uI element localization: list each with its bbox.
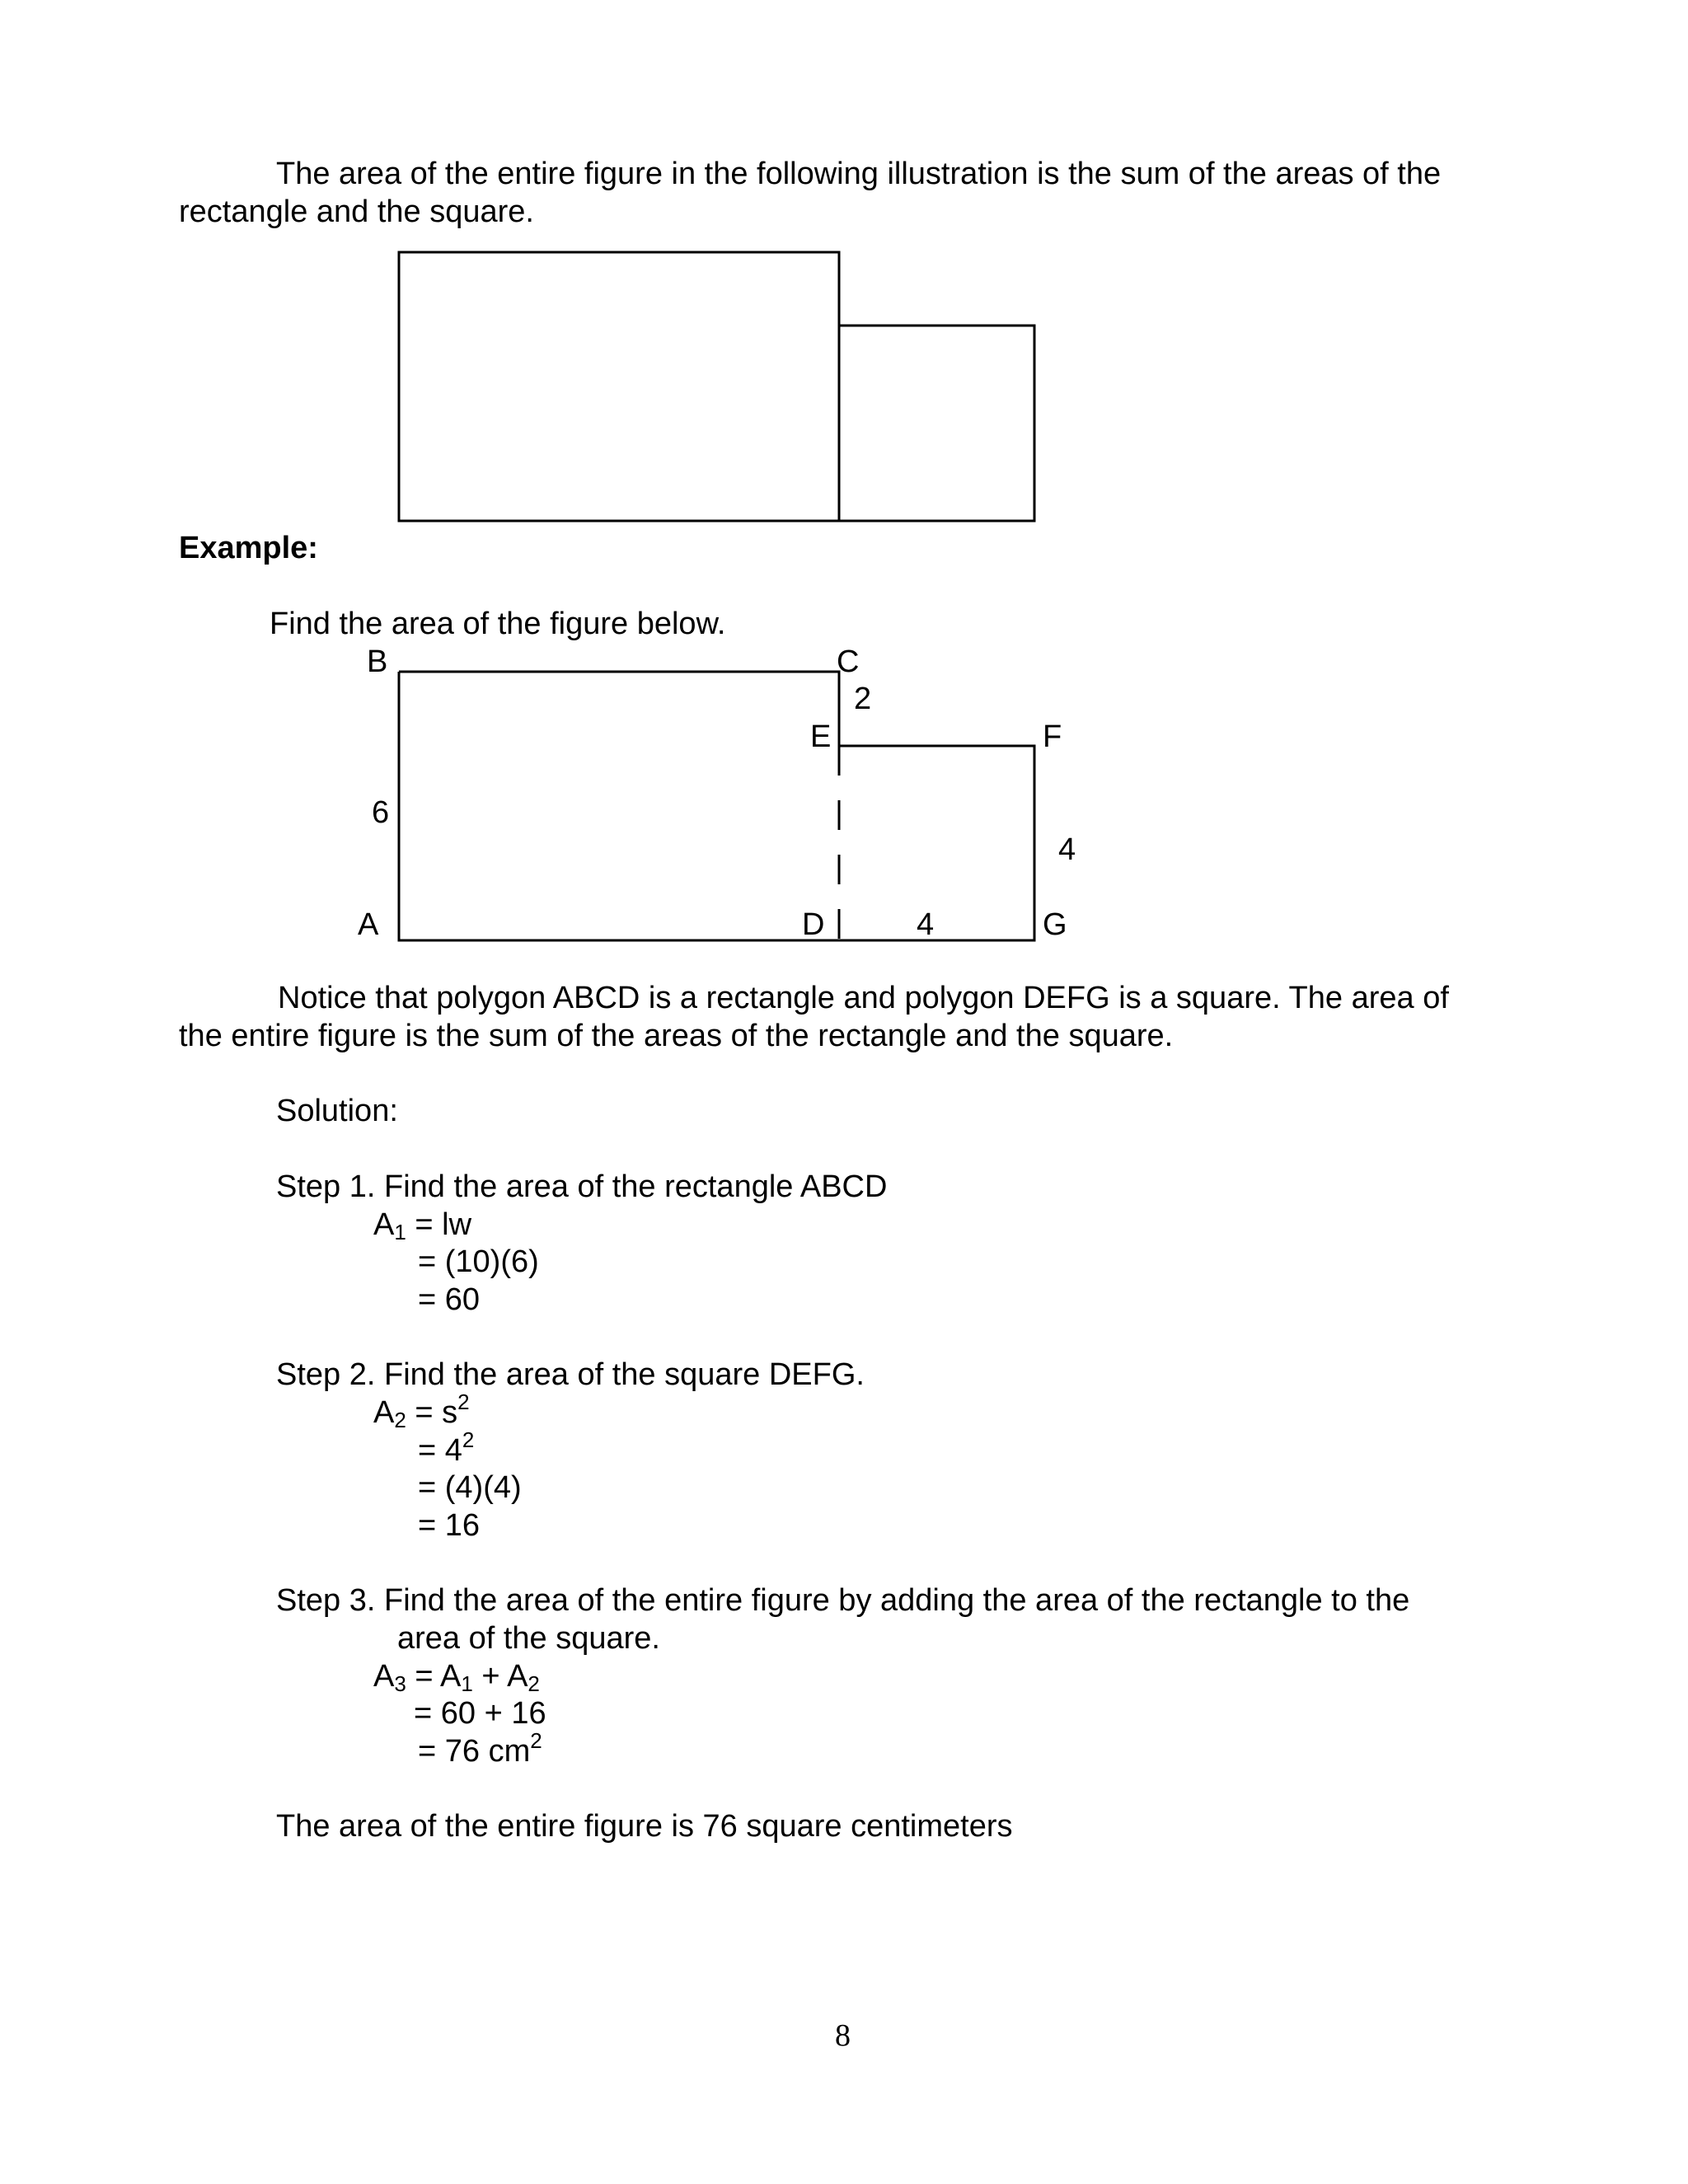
step3-title-cont: area of the square. <box>397 1621 660 1656</box>
illustration-rectangle <box>399 252 839 521</box>
solution-label: Solution: <box>276 1094 398 1128</box>
step2-line-3: = (4)(4) <box>418 1470 522 1505</box>
point-label-f: F <box>1043 719 1062 754</box>
task-text: Find the area of the figure below. <box>270 607 726 641</box>
example-figure <box>399 672 1034 940</box>
page-number: 8 <box>835 2018 851 2053</box>
point-label-d: D <box>802 907 825 942</box>
step1-line-2: = (10)(6) <box>418 1244 539 1279</box>
notice-line-2: the entire figure is the sum of the areas of the rectangle and the square. <box>179 1019 1174 1053</box>
step2-line-4: = 16 <box>418 1508 481 1543</box>
illustration-square <box>839 326 1034 521</box>
step2-formula: $A_2 = s^2$ <box>373 1390 470 1432</box>
step1-title: Step 1. Find the area of the rectangle ABCD <box>276 1169 888 1204</box>
intro-line-1: The area of the entire figure in the following illustration is the sum of the areas of the <box>276 157 1442 191</box>
step3-line-3: = 76 $cm^2$ <box>418 1728 542 1769</box>
step2-line-2: = $4^2$ <box>418 1427 475 1468</box>
example-outline <box>399 672 1034 940</box>
step3-formula: $A_3 = A_1 + A_2$ <box>373 1659 540 1696</box>
dim-label-dg: 4 <box>917 907 935 942</box>
point-label-b: B <box>367 644 388 679</box>
step1-line-3: = 60 <box>418 1282 481 1317</box>
step3-line-2: = 60 + 16 <box>414 1696 546 1731</box>
step2-title: Step 2. Find the area of the square DEFG. <box>276 1357 865 1392</box>
step3-title: Step 3. Find the area of the entire figure by adding the area of the rectangle to the <box>276 1583 1410 1618</box>
point-label-g: G <box>1043 907 1067 942</box>
point-label-e: E <box>810 719 832 754</box>
dim-label-height: 6 <box>372 795 390 830</box>
point-label-a: A <box>358 907 379 942</box>
illustration-figure <box>399 252 1034 521</box>
point-label-c: C <box>837 644 860 679</box>
intro-line-2: rectangle and the square. <box>179 194 534 229</box>
conclusion-text: The area of the entire figure is 76 square centimeters <box>276 1809 1013 1844</box>
example-heading: Example: <box>179 531 318 565</box>
notice-line-1: Notice that polygon ABCD is a rectangle and polygon DEFG is a square. The area of <box>278 981 1449 1015</box>
dim-label-fg: 4 <box>1058 832 1076 867</box>
dim-label-ce: 2 <box>854 682 872 716</box>
step1-formula: $A_1$ = lw <box>373 1207 472 1244</box>
